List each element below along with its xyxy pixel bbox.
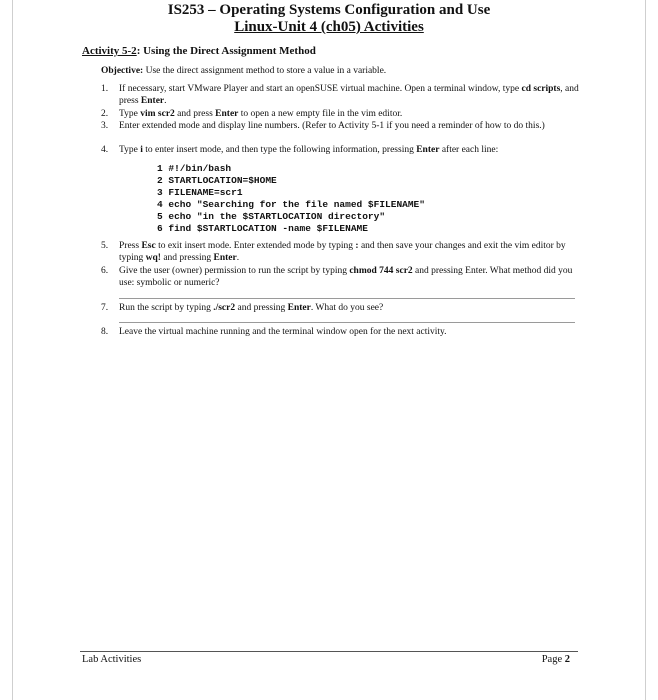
step-3 (101, 121, 581, 133)
step-8 (101, 327, 581, 339)
step-text: Enter extended mode and display line numbers. (Refer to Activity 5-1 if you need a reminder of how to do this.) (119, 121, 545, 131)
step-text: Give the user (owner) permission to run the script by typing (119, 266, 350, 276)
step-text: Leave the virtual machine running and the terminal window open for the next activity. (119, 327, 447, 337)
objective-label: Objective: (101, 66, 144, 76)
step-text: and pressing (235, 303, 288, 313)
step-text: Press (119, 241, 142, 251)
step-text: . (236, 252, 240, 263)
step-text: . What do you see? (310, 303, 384, 313)
objective (101, 66, 386, 76)
step-7 (101, 303, 581, 315)
step-text: after each line: (439, 145, 499, 155)
step-text: to exit insert mode. Enter extended mode by typing (155, 241, 356, 251)
step-key: Enter (416, 145, 440, 155)
step-command: cd scripts (521, 84, 561, 94)
step-text: to enter insert mode, and then type the following information, pressing (142, 145, 417, 155)
step-number: 2. (101, 109, 109, 119)
page-right-edge (645, 0, 646, 700)
step-text: to open a new empty file in the vim editor. (238, 109, 403, 119)
step-number: 7. (101, 303, 109, 313)
step-key: Enter (140, 95, 165, 106)
step-6 (101, 266, 581, 289)
step-key: Enter (215, 109, 239, 119)
page-num: 2 (564, 654, 570, 665)
step-number: 8. (101, 327, 109, 337)
step-command: wq! (145, 252, 161, 263)
step-number: 4. (101, 145, 109, 155)
code-block (157, 163, 425, 235)
code-line: 2 STARTLOCATION=$HOME (157, 175, 277, 186)
page-left-edge (12, 0, 13, 700)
step-4 (101, 145, 581, 157)
step-text: and pressing (160, 252, 214, 263)
step-text: Type (119, 109, 141, 119)
page-subtitle: Linux-Unit 4 (ch05) Activities (234, 19, 424, 35)
page-number (542, 654, 570, 665)
step-text: Type (119, 145, 141, 155)
page-label: Page (541, 654, 565, 665)
footer-divider (80, 651, 578, 652)
objective-text: Use the direct assignment method to store a value in a variable. (143, 66, 387, 76)
activity-heading (82, 45, 316, 57)
code-line: 4 echo "Searching for the file named $FILENAME" (157, 199, 425, 210)
step-key: : (355, 241, 359, 251)
step-key: i (140, 145, 143, 155)
step-number: 5. (101, 241, 109, 251)
step-1 (101, 84, 581, 107)
step-text: and press (174, 109, 216, 119)
step-key: Enter (213, 252, 237, 263)
activity-title: : Using the Direct Assignment Method (136, 45, 316, 57)
code-line: 1 #!/bin/bash (157, 163, 232, 174)
step-text: and then save your changes and exit the vim editor by typing (119, 241, 566, 263)
step-number: 6. (101, 266, 109, 276)
step-key: Enter (287, 303, 311, 313)
step-number: 3. (101, 121, 109, 131)
answer-line-step-6[interactable] (119, 298, 575, 299)
step-key: Esc (141, 241, 156, 251)
code-line: 6 find $STARTLOCATION -name $FILENAME (157, 223, 368, 234)
step-command: chmod 744 scr2 (349, 266, 413, 276)
step-text: , and press (119, 84, 579, 106)
step-2 (101, 109, 581, 121)
step-number: 1. (101, 84, 109, 94)
step-text: . (164, 95, 167, 106)
step-5 (101, 241, 581, 264)
code-line: 3 FILENAME=scr1 (157, 187, 243, 198)
answer-line-step-7[interactable] (119, 322, 575, 323)
footer-section-label: Lab Activities (82, 654, 142, 665)
code-line: 5 echo "in the $STARTLOCATION directory" (157, 211, 386, 222)
activity-label: Activity 5-2 (82, 45, 137, 57)
step-command: vim scr2 (140, 109, 175, 119)
step-command: ./scr2 (213, 303, 236, 313)
step-text: Run the script by typing (119, 303, 214, 313)
step-text: and pressing Enter. What method did you use: symbolic or numeric? (119, 266, 573, 288)
page-title: IS253 – Operating Systems Configuration and Use (167, 2, 491, 18)
step-text: If necessary, start VMware Player and start an openSUSE virtual machine. Open a terminal window, type (119, 84, 522, 94)
